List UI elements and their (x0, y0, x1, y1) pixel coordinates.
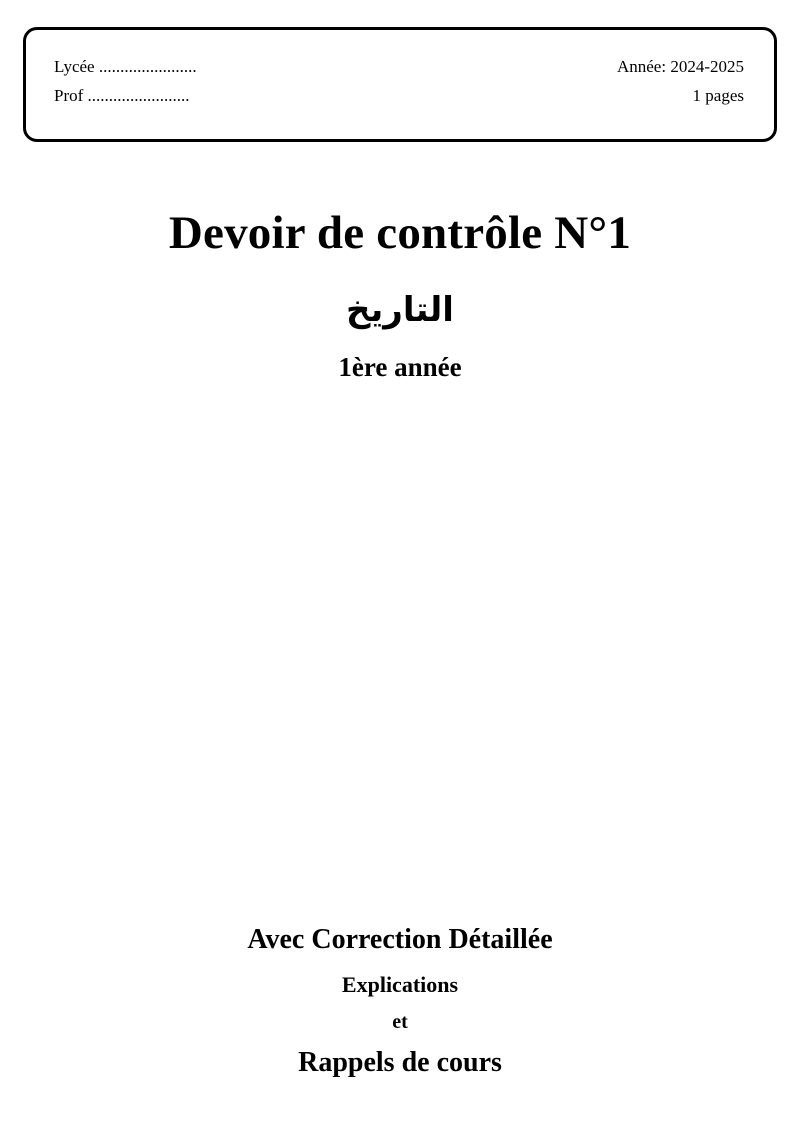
school-year: Année: 2024-2025 (616, 57, 744, 76)
conjunction-text: et (392, 1011, 408, 1033)
title-block (0, 205, 800, 383)
footer-block (0, 922, 800, 1081)
header-left-column (54, 57, 197, 106)
page-count: 1 pages (692, 86, 744, 105)
header-right-column (617, 57, 744, 106)
school-field: Lycée ....................... (54, 57, 197, 76)
subject-title-arabic: التاريخ (346, 290, 454, 330)
course-notes-text: Rappels de cours (298, 1047, 502, 1078)
page-title: Devoir de contrôle N°1 (168, 207, 632, 259)
header-info-content (26, 30, 774, 139)
correction-note: Avec Correction Détaillée (247, 924, 553, 955)
explanations-note: Explications (341, 972, 459, 997)
teacher-field: Prof ........................ (54, 86, 190, 105)
grade-level: 1ère année (338, 352, 462, 382)
header-info-box (23, 27, 777, 142)
